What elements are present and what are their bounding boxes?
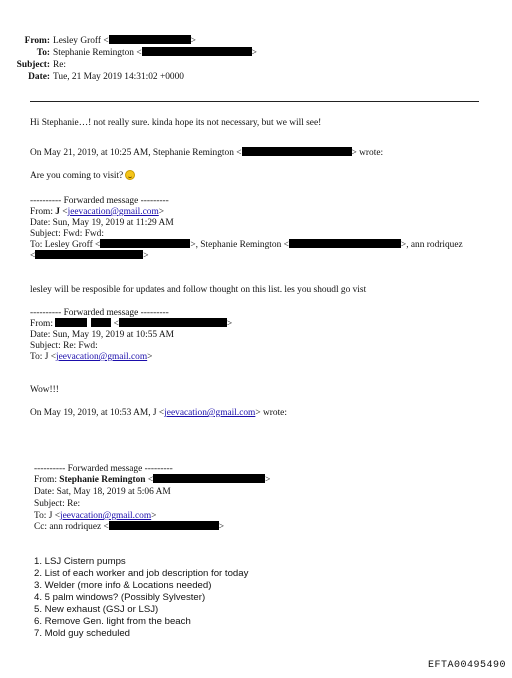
reply-line: Hi Stephanie…! not really sure. kinda hope its not necessary, but we will see! bbox=[30, 118, 322, 128]
angle-open: < bbox=[59, 207, 68, 217]
wow-line: Wow!!! bbox=[30, 385, 59, 395]
angle-close: > bbox=[143, 251, 149, 261]
fwd3-from bbox=[34, 474, 270, 486]
fwd1-date: Date: Sun, May 19, 2019 at 11:29 AM bbox=[30, 218, 174, 228]
list-item: 3. Welder (more info & Locations needed) bbox=[34, 580, 212, 591]
angle-close: > bbox=[151, 511, 157, 521]
header-to bbox=[0, 47, 257, 59]
to-value: Stephanie Remington < bbox=[53, 48, 142, 58]
fwd1-subject: Subject: Fwd: Fwd: bbox=[30, 229, 104, 239]
list-item: 1. LSJ Cistern pumps bbox=[34, 556, 126, 567]
redaction-box bbox=[55, 318, 87, 327]
header-subject bbox=[0, 59, 66, 71]
from-value: Lesley Groff < bbox=[53, 36, 109, 46]
header-from bbox=[0, 35, 196, 47]
to-text: >, ann rodriquez bbox=[400, 240, 463, 250]
angle-close: > bbox=[147, 352, 153, 362]
subject-value: Re: bbox=[53, 60, 67, 70]
quote-text: On May 19, 2019, at 10:53 AM, J < bbox=[30, 408, 165, 418]
email-link[interactable]: jeevacation@gmail.com bbox=[60, 511, 152, 521]
redaction-box bbox=[119, 318, 227, 327]
from-prefix: From: bbox=[34, 475, 60, 485]
fwd3-header: ---------- Forwarded message --------- bbox=[34, 464, 173, 474]
from-label: From: bbox=[24, 36, 50, 46]
header-date bbox=[0, 71, 184, 83]
redaction-box bbox=[35, 250, 143, 259]
list-item: 2. List of each worker and job description for today bbox=[34, 568, 249, 579]
quote-header-2 bbox=[30, 407, 287, 419]
angle-close: > bbox=[226, 319, 233, 329]
list-item: 5. New exhaust (GSJ or LSJ) bbox=[34, 604, 159, 615]
coming-text: Are you coming to visit? bbox=[30, 171, 124, 181]
quote-text: On May 21, 2019, at 10:25 AM, Stephanie Remington < bbox=[30, 148, 242, 158]
list-item: 4. 5 palm windows? (Possibly Sylvester) bbox=[34, 592, 206, 603]
to-text: To: Lesley Groff < bbox=[30, 240, 101, 250]
angle-close: > bbox=[218, 522, 225, 532]
bates-number: EFTA00495490 bbox=[427, 660, 506, 671]
fwd1-to-cont bbox=[30, 250, 149, 262]
from-name: J bbox=[55, 207, 60, 217]
lesley-note: lesley will be resposible for updates and follow thought on this list. les you shoudl go vist bbox=[30, 285, 367, 295]
to-text: To: J < bbox=[34, 511, 60, 521]
angle-close: > bbox=[251, 48, 257, 58]
angle-open: < bbox=[111, 319, 119, 329]
smiley-icon bbox=[125, 170, 135, 180]
from-name: Stephanie Remington bbox=[59, 475, 146, 485]
fwd1-header: ---------- Forwarded message --------- bbox=[30, 196, 169, 206]
fwd2-to bbox=[30, 351, 152, 363]
subject-label: Subject: bbox=[16, 60, 50, 70]
fwd3-cc bbox=[34, 521, 224, 533]
from-prefix: From: bbox=[30, 319, 56, 329]
fwd2-header: ---------- Forwarded message --------- bbox=[30, 308, 169, 318]
quote-text: > wrote: bbox=[255, 408, 287, 418]
angle-close: > bbox=[265, 475, 271, 485]
fwd2-date: Date: Sun, May 19, 2019 at 10:55 AM bbox=[30, 330, 175, 340]
list-item: 7. Mold guy scheduled bbox=[34, 628, 130, 639]
angle-open: < bbox=[30, 251, 36, 261]
redaction-box bbox=[100, 239, 190, 248]
redaction-box bbox=[153, 474, 265, 483]
to-label: To: bbox=[36, 48, 50, 58]
cc-text: Cc: ann rodriquez < bbox=[34, 522, 109, 532]
fwd3-date: Date: Sat, May 18, 2019 at 5:06 AM bbox=[34, 487, 171, 497]
redaction-box bbox=[91, 318, 111, 327]
redaction-box bbox=[109, 521, 219, 530]
from-prefix: From: bbox=[30, 207, 56, 217]
header-divider bbox=[30, 101, 479, 102]
redaction-box bbox=[289, 239, 401, 248]
angle-open: < bbox=[145, 475, 154, 485]
quote-text: > wrote: bbox=[351, 148, 384, 158]
redaction-box bbox=[109, 35, 191, 44]
email-link[interactable]: jeevacation@gmail.com bbox=[56, 352, 148, 362]
email-link[interactable]: jeevacation@gmail.com bbox=[67, 207, 159, 217]
list-item: 6. Remove Gen. light from the beach bbox=[34, 616, 191, 627]
redaction-box bbox=[242, 147, 352, 156]
angle-close: > bbox=[158, 207, 165, 217]
to-text: >, Stephanie Remington < bbox=[190, 240, 289, 250]
to-text: To: J < bbox=[30, 352, 56, 362]
angle-close: > bbox=[190, 36, 196, 46]
quote-header-1 bbox=[30, 147, 383, 159]
fwd3-subject: Subject: Re: bbox=[34, 499, 81, 509]
email-link[interactable]: jeevacation@gmail.com bbox=[164, 408, 256, 418]
coming-line bbox=[30, 170, 135, 182]
date-label: Date: bbox=[28, 72, 50, 82]
redaction-box bbox=[142, 47, 252, 56]
date-value: Tue, 21 May 2019 14:31:02 +0000 bbox=[53, 72, 184, 82]
fwd2-subject: Subject: Re: Fwd: bbox=[30, 341, 98, 351]
